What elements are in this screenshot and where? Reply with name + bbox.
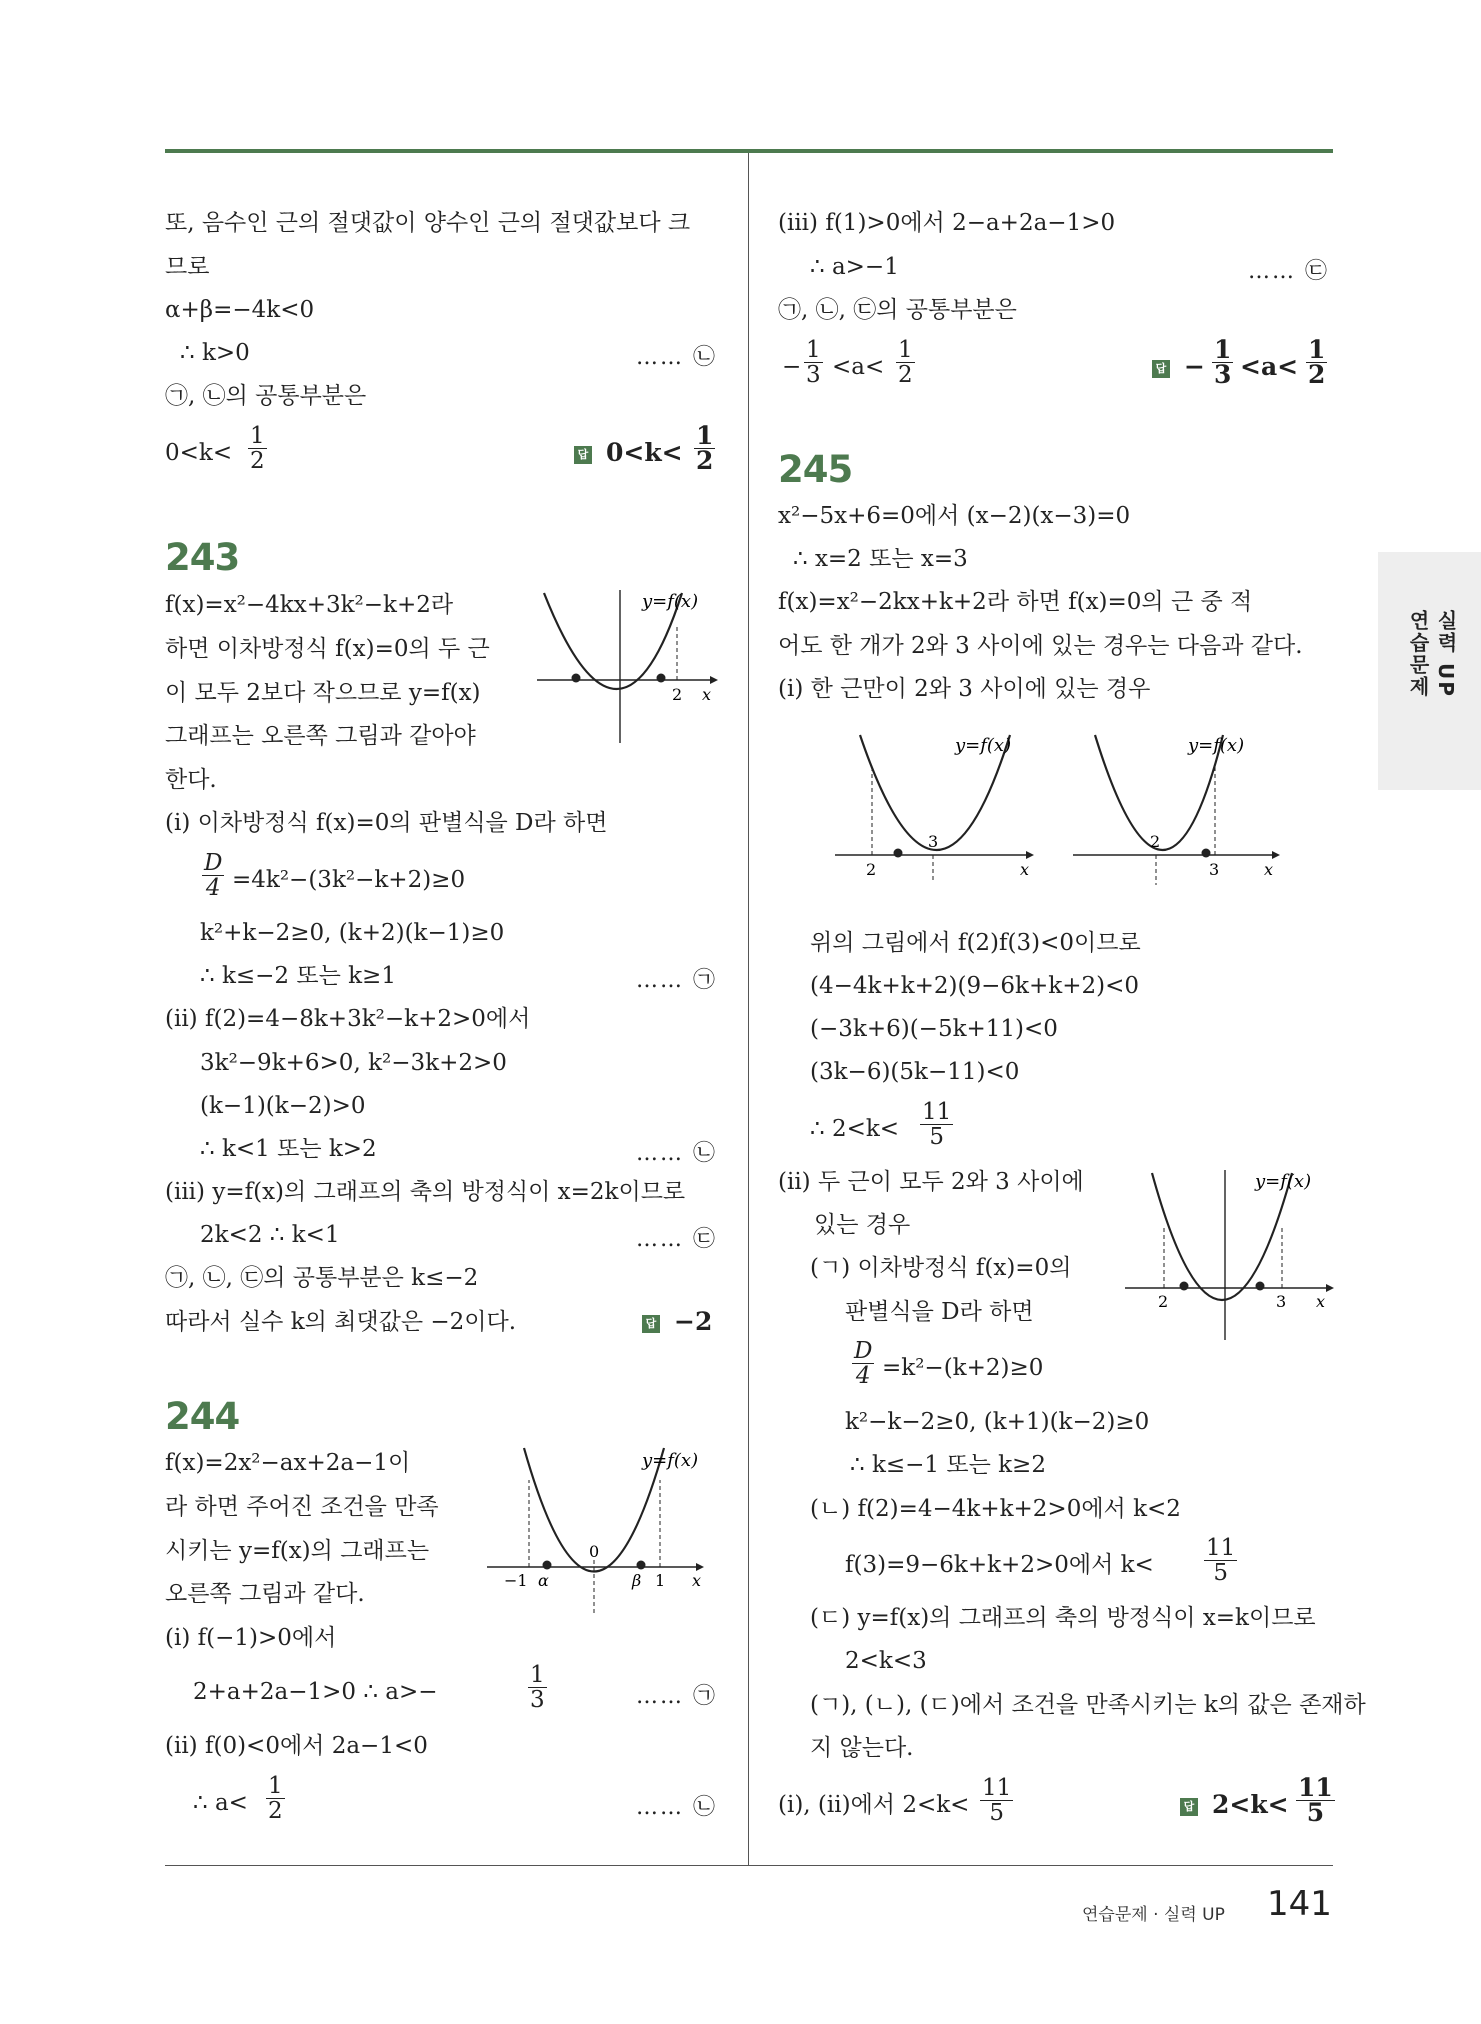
text-line: (ii) f(2)=4−8k+3k²−k+2>0에서 bbox=[165, 1006, 531, 1032]
text-line: (iii) f(1)>0에서 2−a+2a−1>0 bbox=[778, 210, 1116, 236]
graph-axis-label: x bbox=[702, 685, 712, 704]
answer-box: 답 − bbox=[1152, 352, 1205, 381]
answer-fraction: $\frac{1}{3}$ bbox=[1214, 335, 1232, 389]
text-line: 그래프는 오른쪽 그림과 같아야 bbox=[165, 723, 476, 749]
problem-number: 245 bbox=[778, 448, 853, 491]
answer-fraction: $\frac{1}{2}$ bbox=[1308, 335, 1326, 389]
side-section-tab bbox=[1378, 552, 1481, 790]
answer-box: 답 −2 bbox=[642, 1307, 712, 1336]
top-rule bbox=[165, 149, 1333, 153]
math-line: 2k<2 ∴ k<1 bbox=[200, 1222, 340, 1248]
text-line: 오른쪽 그림과 같다. bbox=[165, 1581, 365, 1607]
math-line: − bbox=[782, 354, 802, 380]
condition-tag: …… ㉠ bbox=[636, 1684, 717, 1709]
math-line: ∴ 2<k< bbox=[810, 1116, 900, 1142]
math-line: (ㄴ) f(2)=4−4k+k+2>0에서 k<2 bbox=[810, 1496, 1181, 1522]
graph-tick: 1 bbox=[655, 1571, 666, 1590]
condition-tag: …… ㉢ bbox=[1248, 259, 1329, 284]
math-line: f(3)=9−6k+k+2>0에서 k< bbox=[845, 1552, 1154, 1578]
math-line: ∴ k≤−1 또는 k≥2 bbox=[850, 1452, 1046, 1478]
answer-icon: 답 bbox=[574, 446, 592, 464]
fraction: $\frac{D}{4}$ bbox=[854, 1338, 873, 1389]
text-line: (i) 한 근만이 2와 3 사이에 있는 경우 bbox=[778, 676, 1151, 702]
math-line: ∴ a< bbox=[193, 1790, 248, 1816]
text-line: 이 모두 2보다 작으므로 y=f(x) bbox=[165, 680, 481, 706]
math-line: (i), (ii)에서 2<k< bbox=[778, 1792, 970, 1818]
graph-label: y=f(x) bbox=[1188, 735, 1245, 756]
math-line: x²−5x+6=0에서 (x−2)(x−3)=0 bbox=[778, 503, 1131, 529]
math-line: 0<k< bbox=[165, 440, 233, 466]
graph-label: y=f(x) bbox=[642, 591, 699, 612]
footer-section: 연습문제 · 실력 UP bbox=[1082, 1905, 1225, 1925]
text-line: 지 않는다. bbox=[810, 1735, 914, 1761]
text-line: 위의 그림에서 f(2)f(3)<0이므로 bbox=[810, 930, 1141, 956]
text-line: 또, 음수인 근의 절댓값이 양수인 근의 절댓값보다 크 bbox=[165, 210, 691, 236]
graph-tick: α bbox=[538, 1571, 549, 1590]
fraction: $\frac{1}{3}$ bbox=[806, 337, 821, 388]
text-line: (ㄱ) 이차방정식 f(x)=0의 bbox=[810, 1255, 1072, 1281]
text-line: α+β=−4k<0 bbox=[165, 297, 315, 323]
text-line: 있는 경우 bbox=[814, 1212, 911, 1238]
math-line: 2<k<3 bbox=[845, 1648, 927, 1674]
text-line: f(x)=x²−4kx+3k²−k+2라 bbox=[165, 592, 454, 618]
condition-tag: …… ㉠ bbox=[636, 968, 717, 993]
condition-tag: …… ㉢ bbox=[636, 1227, 717, 1252]
math-line: =k²−(k+2)≥0 bbox=[882, 1355, 1044, 1381]
text-line: f(x)=x²−2kx+k+2라 하면 f(x)=0의 근 중 적 bbox=[778, 589, 1253, 615]
graph-tick: 2 bbox=[866, 860, 877, 879]
condition-tag: …… ㉡ bbox=[636, 345, 717, 370]
math-line: <a< bbox=[832, 354, 885, 380]
fraction: $\frac{1}{2}$ bbox=[250, 423, 265, 474]
answer-icon: 답 bbox=[1152, 360, 1170, 378]
bottom-rule bbox=[165, 1865, 1333, 1866]
text-line: 판별식을 D라 하면 bbox=[845, 1299, 1034, 1325]
graph-axis-label: x bbox=[1264, 860, 1274, 879]
problem-number: 244 bbox=[165, 1395, 240, 1438]
text-line: (ii) 두 근이 모두 2와 3 사이에 bbox=[778, 1169, 1084, 1195]
math-line: (3k−6)(5k−11)<0 bbox=[810, 1059, 1020, 1085]
side-tab-line2: 연습문제 bbox=[1406, 610, 1430, 698]
graph-label: y=f(x) bbox=[642, 1450, 699, 1471]
text-line: (ii) f(0)<0에서 2a−1<0 bbox=[165, 1733, 428, 1759]
math-line: ∴ k≤−2 또는 k≥1 bbox=[200, 963, 396, 989]
text-line: 한다. bbox=[165, 767, 217, 793]
math-line: (k−1)(k−2)>0 bbox=[200, 1093, 366, 1119]
text-line: 라 하면 주어진 조건을 만족 bbox=[165, 1494, 439, 1520]
fraction: $\frac{11}{5}$ bbox=[922, 1099, 952, 1150]
text-line: 어도 한 개가 2와 3 사이에 있는 경우는 다음과 같다. bbox=[778, 633, 1303, 659]
answer-icon: 답 bbox=[642, 1315, 660, 1333]
text-line: f(x)=2x²−ax+2a−1이 bbox=[165, 1450, 411, 1476]
math-line: (4−4k+k+2)(9−6k+k+2)<0 bbox=[810, 973, 1139, 999]
graph-245-case1b bbox=[1068, 725, 1283, 895]
text-line: (ㄷ) y=f(x)의 그래프의 축의 방정식이 x=k이므로 bbox=[810, 1605, 1316, 1631]
text-line: ∴ a>−1 bbox=[810, 254, 899, 280]
graph-245-case2 bbox=[1120, 1165, 1335, 1345]
fraction: $\frac{D}{4}$ bbox=[204, 850, 223, 901]
answer-text: <a< bbox=[1240, 352, 1299, 381]
graph-label: y=f(x) bbox=[1255, 1171, 1312, 1192]
graph-tick: 3 bbox=[1276, 1292, 1287, 1311]
answer-box: 답 2<k< bbox=[1180, 1790, 1289, 1819]
graph-axis-label: x bbox=[1316, 1292, 1326, 1311]
text-line: 므로 bbox=[165, 254, 210, 280]
graph-245-case1a bbox=[830, 725, 1035, 895]
page-number: 141 bbox=[1267, 1884, 1332, 1924]
graph-label: y=f(x) bbox=[955, 735, 1012, 756]
text-line: (iii) y=f(x)의 그래프의 축의 방정식이 x=2k이므로 bbox=[165, 1179, 686, 1205]
graph-tick: 3 bbox=[1209, 860, 1220, 879]
condition-tag: …… ㉡ bbox=[636, 1141, 717, 1166]
fraction: $\frac{11}{5}$ bbox=[982, 1775, 1012, 1826]
answer-fraction: $\frac{11}{5}$ bbox=[1298, 1773, 1333, 1827]
graph-tick: 2 bbox=[1158, 1292, 1169, 1311]
answer-icon: 답 bbox=[1180, 1798, 1198, 1816]
fraction: $\frac{1}{2}$ bbox=[268, 1773, 283, 1824]
text-line: ㉠, ㉡, ㉢의 공통부분은 k≤−2 bbox=[165, 1265, 479, 1291]
text-line: 하면 이차방정식 f(x)=0의 두 근 bbox=[165, 636, 490, 662]
graph-244 bbox=[482, 1440, 722, 1625]
graph-axis-label: x bbox=[692, 1571, 702, 1590]
math-line: =4k²−(3k²−k+2)≥0 bbox=[232, 867, 466, 893]
graph-axis-label: x bbox=[1020, 860, 1030, 879]
graph-tick: 2 bbox=[672, 685, 683, 704]
math-line: (−3k+6)(−5k+11)<0 bbox=[810, 1016, 1058, 1042]
column-divider bbox=[748, 153, 749, 1865]
side-tab-line1: 실력 UP bbox=[1434, 610, 1458, 698]
math-line: ∴ x=2 또는 x=3 bbox=[793, 546, 968, 572]
fraction: $\frac{11}{5}$ bbox=[1206, 1535, 1236, 1586]
graph-tick: 2 bbox=[1150, 832, 1161, 851]
math-line: k²−k−2≥0, (k+1)(k−2)≥0 bbox=[845, 1409, 1150, 1435]
graph-tick: 0 bbox=[589, 1542, 600, 1561]
text-line: 시키는 y=f(x)의 그래프는 bbox=[165, 1538, 430, 1564]
answer-box: 답 0<k< bbox=[574, 438, 683, 467]
fraction: $\frac{1}{3}$ bbox=[530, 1662, 545, 1713]
text-line: 따라서 실수 k의 최댓값은 −2이다. bbox=[165, 1309, 517, 1335]
math-line: ∴ k<1 또는 k>2 bbox=[200, 1136, 377, 1162]
math-line: k²+k−2≥0, (k+2)(k−1)≥0 bbox=[200, 920, 505, 946]
math-line: 3k²−9k+6>0, k²−3k+2>0 bbox=[200, 1050, 507, 1076]
graph-243 bbox=[532, 585, 727, 745]
condition-tag: …… ㉡ bbox=[636, 1795, 717, 1820]
text-line: ㉠, ㉡의 공통부분은 bbox=[165, 383, 367, 409]
text-line: ∴ k>0 bbox=[180, 340, 250, 366]
text-line: (ㄱ), (ㄴ), (ㄷ)에서 조건을 만족시키는 k의 값은 존재하 bbox=[810, 1692, 1366, 1718]
fraction: $\frac{1}{2}$ bbox=[898, 337, 913, 388]
graph-tick: β bbox=[632, 1571, 642, 1590]
math-line: 2+a+2a−1>0 ∴ a>− bbox=[193, 1679, 438, 1705]
text-line: (i) f(−1)>0에서 bbox=[165, 1625, 337, 1651]
answer-fraction: $\frac{1}{2}$ bbox=[696, 421, 714, 475]
text-line: (i) 이차방정식 f(x)=0의 판별식을 D라 하면 bbox=[165, 810, 608, 836]
problem-number: 243 bbox=[165, 536, 240, 579]
graph-tick: 3 bbox=[928, 832, 939, 851]
graph-tick: −1 bbox=[504, 1571, 528, 1590]
text-line: ㉠, ㉡, ㉢의 공통부분은 bbox=[778, 297, 1017, 323]
